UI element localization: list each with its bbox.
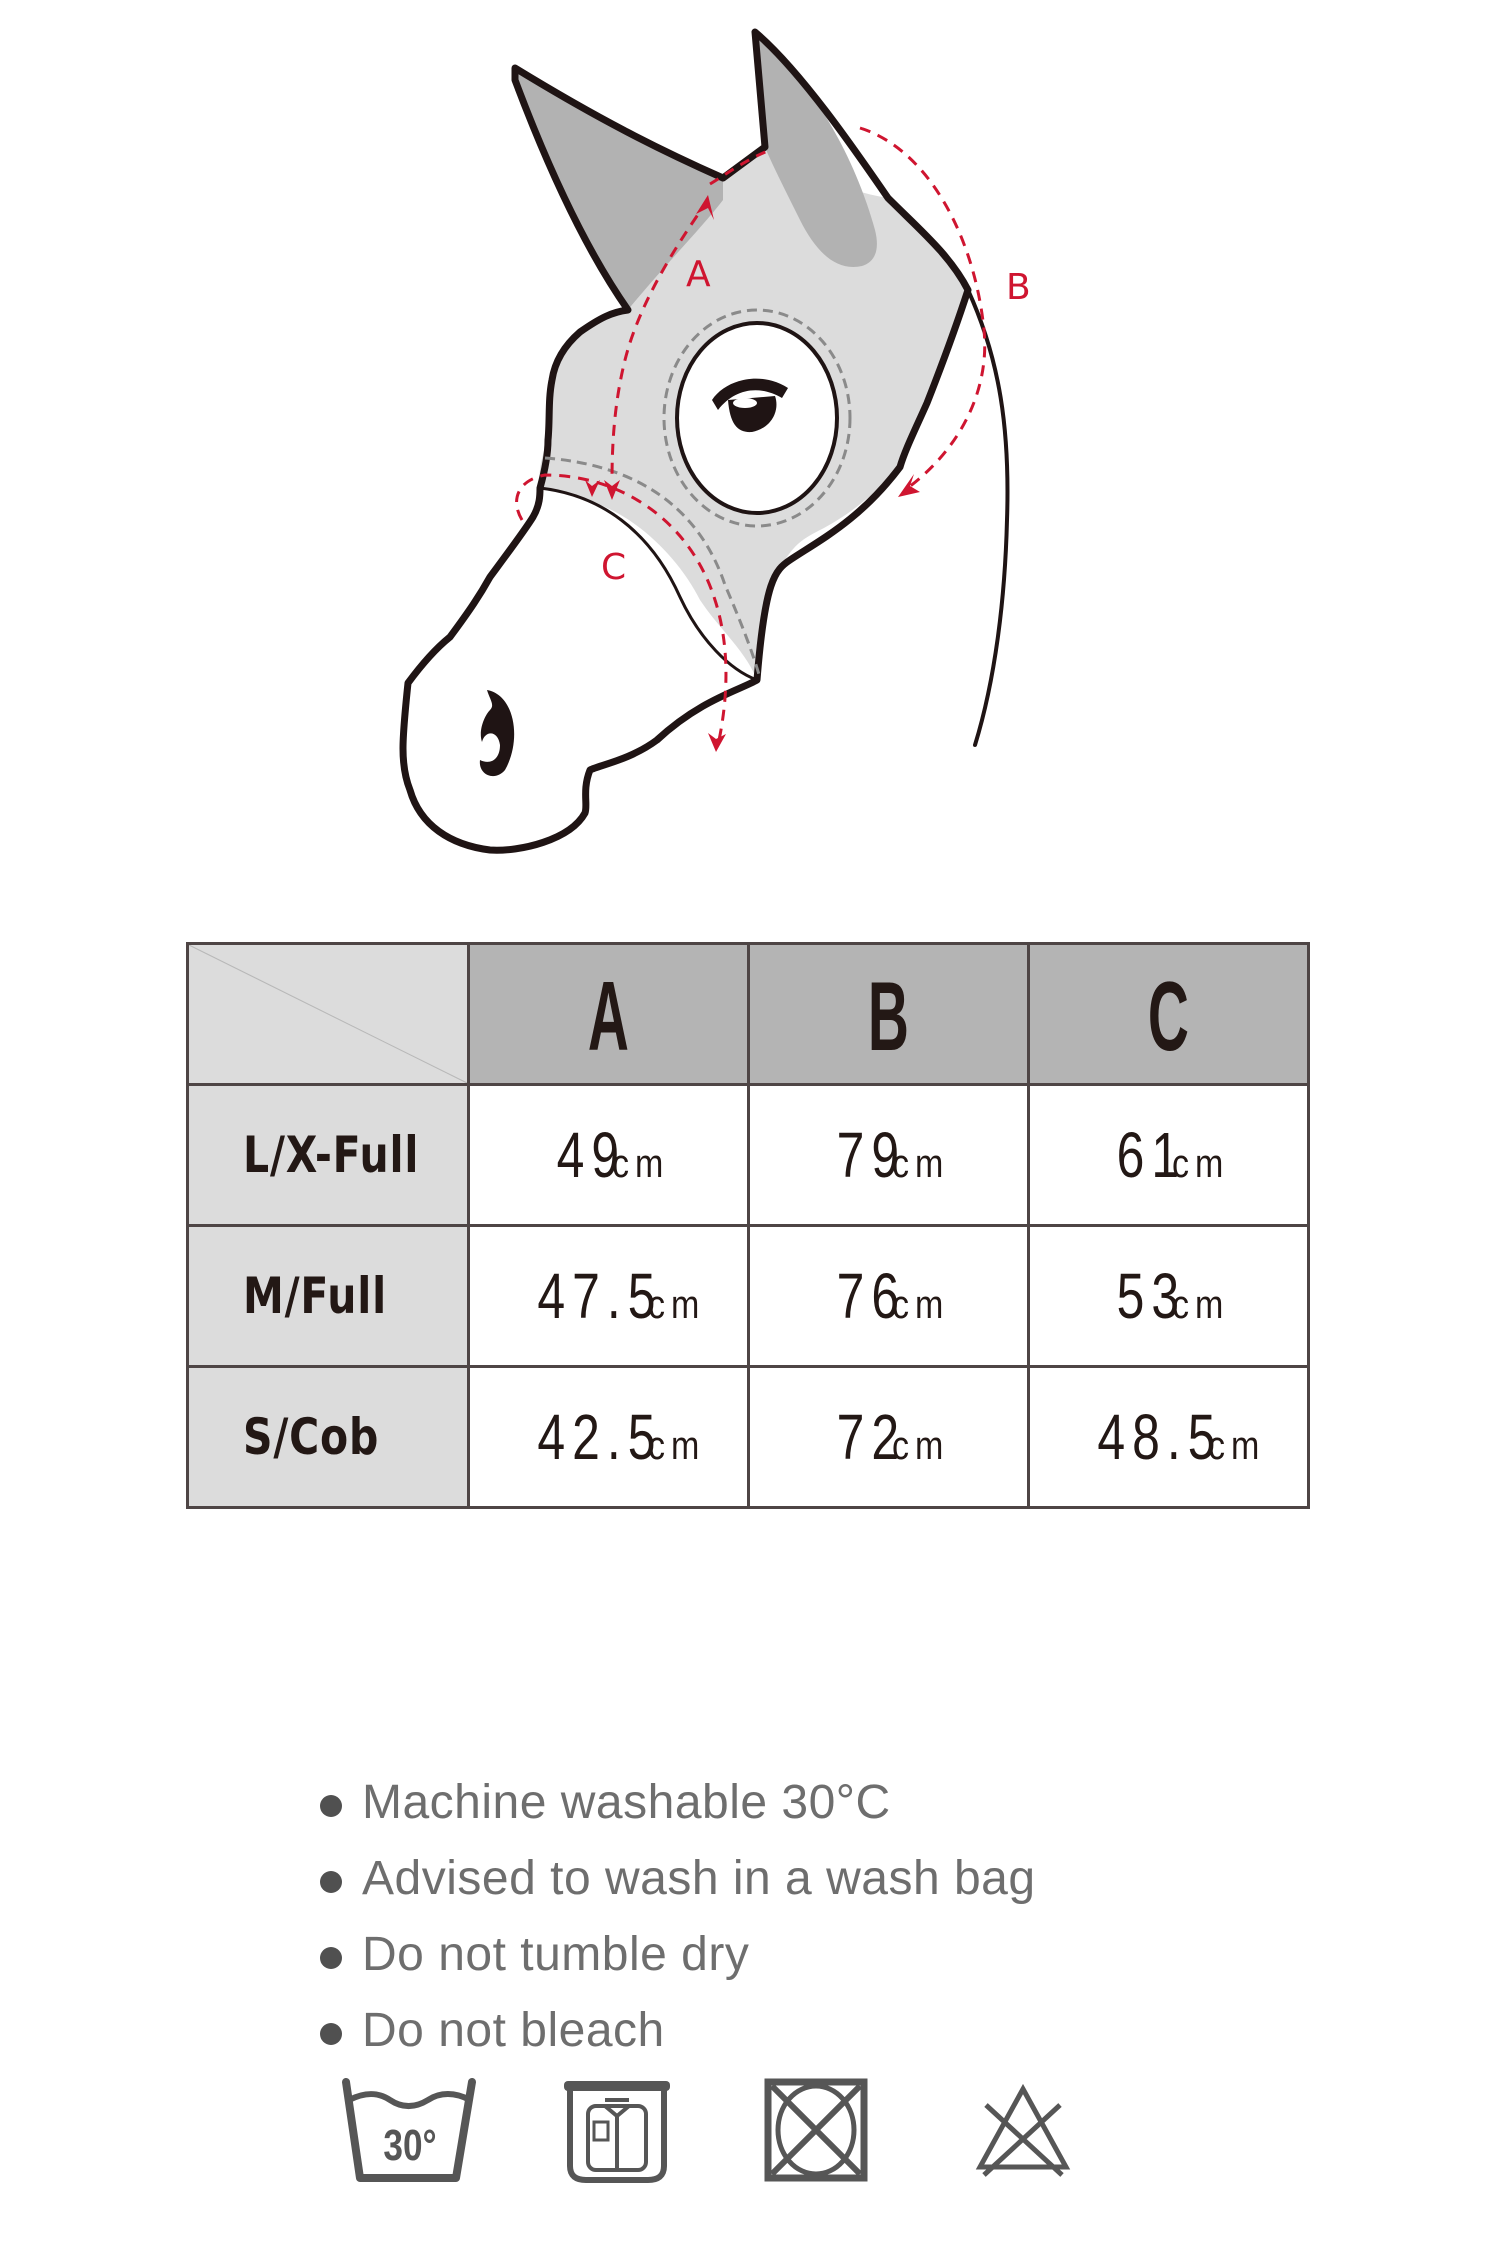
table-cell: 79cm bbox=[749, 1085, 1029, 1226]
nostril bbox=[480, 690, 514, 776]
bullet-icon bbox=[320, 2023, 342, 2045]
table-cell: 53cm bbox=[1029, 1226, 1309, 1367]
table-cell: 47.5cm bbox=[469, 1226, 749, 1367]
size-chart-table bbox=[186, 942, 1310, 1509]
measure-label-a: A bbox=[686, 254, 711, 295]
diagonal-divider bbox=[189, 945, 467, 1083]
row-label-s-cob: S/Cob bbox=[188, 1367, 469, 1508]
no-tumble-dry-icon bbox=[764, 2078, 868, 2182]
table-cell: 72cm bbox=[749, 1367, 1029, 1508]
column-header-b: B bbox=[749, 944, 1029, 1085]
care-instructions-list bbox=[320, 1765, 1036, 2069]
table-cell: 48.5cm bbox=[1029, 1367, 1309, 1508]
wash-bag-icon bbox=[560, 2078, 674, 2184]
list-item: Machine washable 30°C bbox=[320, 1765, 1036, 1841]
wash-30-icon bbox=[340, 2078, 480, 2184]
bullet-icon bbox=[320, 1871, 342, 1893]
row-label-m-full: M/Full bbox=[188, 1226, 469, 1367]
neck-line bbox=[968, 290, 1008, 745]
list-item: Do not bleach bbox=[320, 1993, 1036, 2069]
list-item: Do not tumble dry bbox=[320, 1917, 1036, 1993]
column-header-a: A bbox=[469, 944, 749, 1085]
table-row bbox=[188, 1367, 1309, 1508]
table-row bbox=[188, 1226, 1309, 1367]
table-cell: 42.5cm bbox=[469, 1367, 749, 1508]
bullet-icon bbox=[320, 1947, 342, 1969]
measure-label-b: B bbox=[1006, 267, 1031, 308]
table-cell: 61cm bbox=[1029, 1085, 1309, 1226]
no-bleach-icon bbox=[974, 2083, 1072, 2179]
bullet-icon bbox=[320, 1795, 342, 1817]
row-label-lx-full: L/X-Full bbox=[188, 1085, 469, 1226]
table-row bbox=[188, 1085, 1309, 1226]
list-item: Advised to wash in a wash bag bbox=[320, 1841, 1036, 1917]
table-corner-cell bbox=[188, 944, 469, 1085]
table-cell: 76cm bbox=[749, 1226, 1029, 1367]
measure-c-arrow-bottom bbox=[708, 733, 726, 752]
table-cell: 49cm bbox=[469, 1085, 749, 1226]
horse-head-diagram bbox=[0, 0, 1500, 900]
measure-b-arrow bbox=[898, 474, 920, 497]
table-header-row bbox=[188, 944, 1309, 1085]
column-header-c: C bbox=[1029, 944, 1309, 1085]
svg-text:30°: 30° bbox=[383, 2121, 437, 2170]
measure-label-c: C bbox=[601, 547, 627, 588]
